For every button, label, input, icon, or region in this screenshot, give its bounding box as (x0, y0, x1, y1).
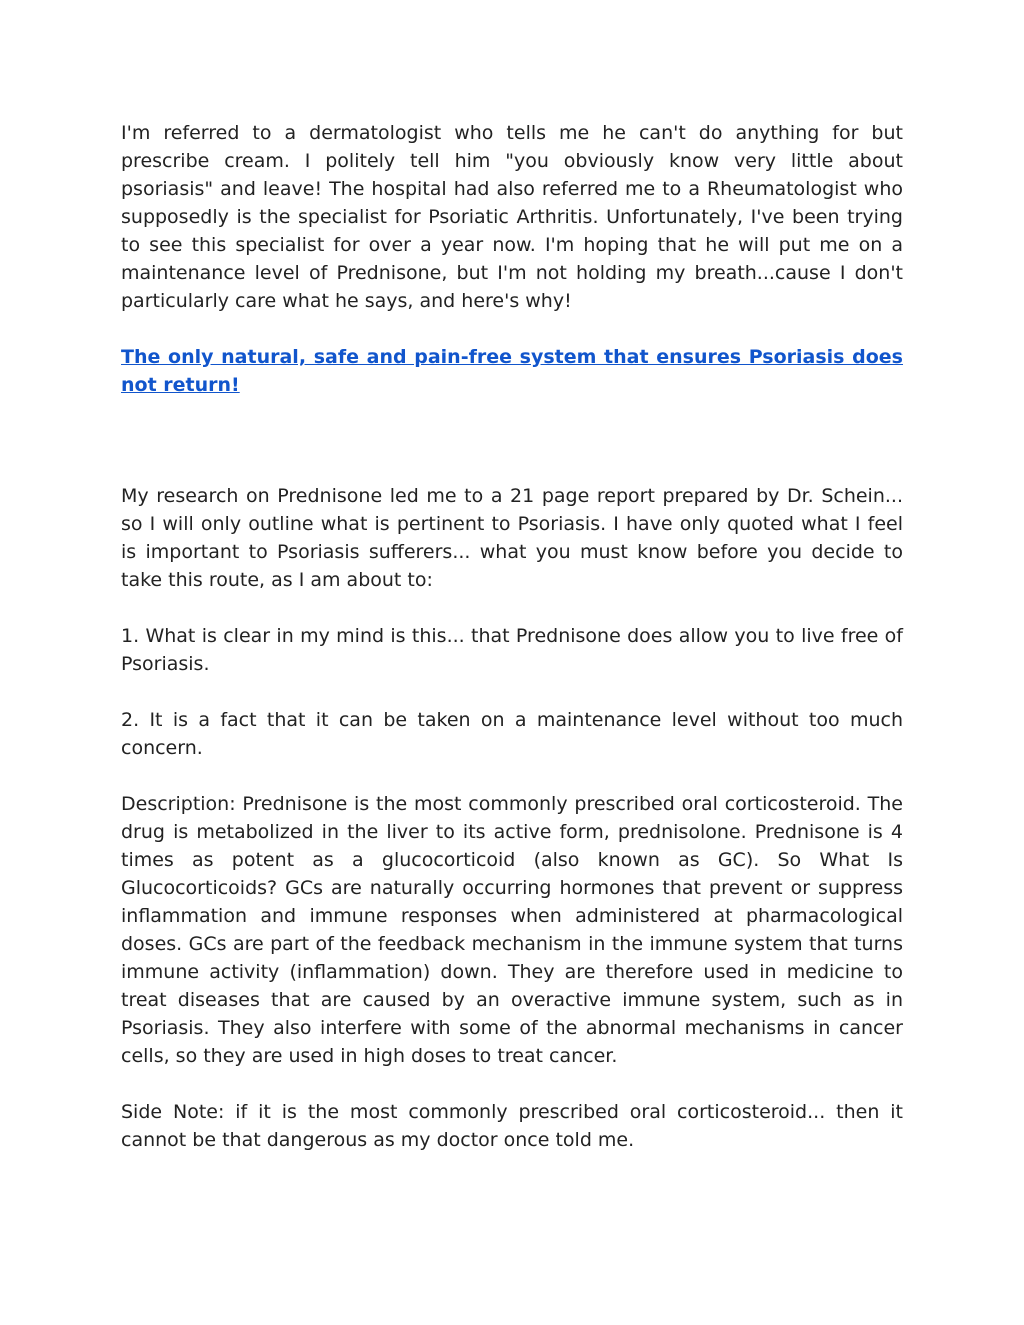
paragraph-research: My research on Prednisone led me to a 21 page report prepared by Dr. Schein... so I will only outline what is pertinent to Psoriasis. I have only quoted what I feel is important to Psoriasis sufferers... what you must know before you decide to take this route, as I am about to: (121, 485, 903, 591)
list-item-2: 2. It is a fact that it can be taken on a maintenance level without too much concern. (121, 709, 903, 759)
paragraph-side-note: Side Note: if it is the most commonly prescribed oral corticosteroid... then it cannot be that dangerous as my doctor once told me. (121, 1101, 903, 1151)
paragraph-description: Description: Prednisone is the most commonly prescribed oral corticosteroid. The drug is metabolized in the liver to its active form, prednisolone. Prednisone is 4 times as potent as a glucocorticoid (also known as GC). So What Is Glucocorticoids? GCs are naturally occurring hormones that prevent or suppress inflammation and immune responses when administered at pharmacological doses. GCs are part of the feedback mechanism in the immune system that turns immune activity (inflammation) down. They are therefore used in medicine to treat diseases that are caused by an overactive immune system, such as in Psoriasis. They also interfere with some of the abnormal mechanisms in cancer cells, so they are used in high doses to treat cancer. (121, 793, 903, 1067)
document-body (121, 119, 903, 1182)
list-item-1: 1. What is clear in my mind is this... that Prednisone does allow you to live free of Psoriasis. (121, 625, 903, 675)
psoriasis-system-link[interactable]: The only natural, safe and pain-free system that ensures Psoriasis does not return! (121, 346, 903, 396)
spacer (121, 427, 903, 482)
paragraph-dermatologist: I'm referred to a dermatologist who tells me he can't do anything for but prescribe cream. I politely tell him "you obviously know very little about psoriasis" and leave! The hospital had also referred me to a Rheumatologist who supposedly is the specialist for Psoriatic Arthritis. Unfortunately, I've been trying to see this specialist for over a year now. I'm hoping that he will put me on a maintenance level of Prednisone, but I'm not holding my breath...cause I don't particularly care what he says, and here's why! (121, 122, 903, 312)
promo-link-paragraph (121, 343, 903, 399)
